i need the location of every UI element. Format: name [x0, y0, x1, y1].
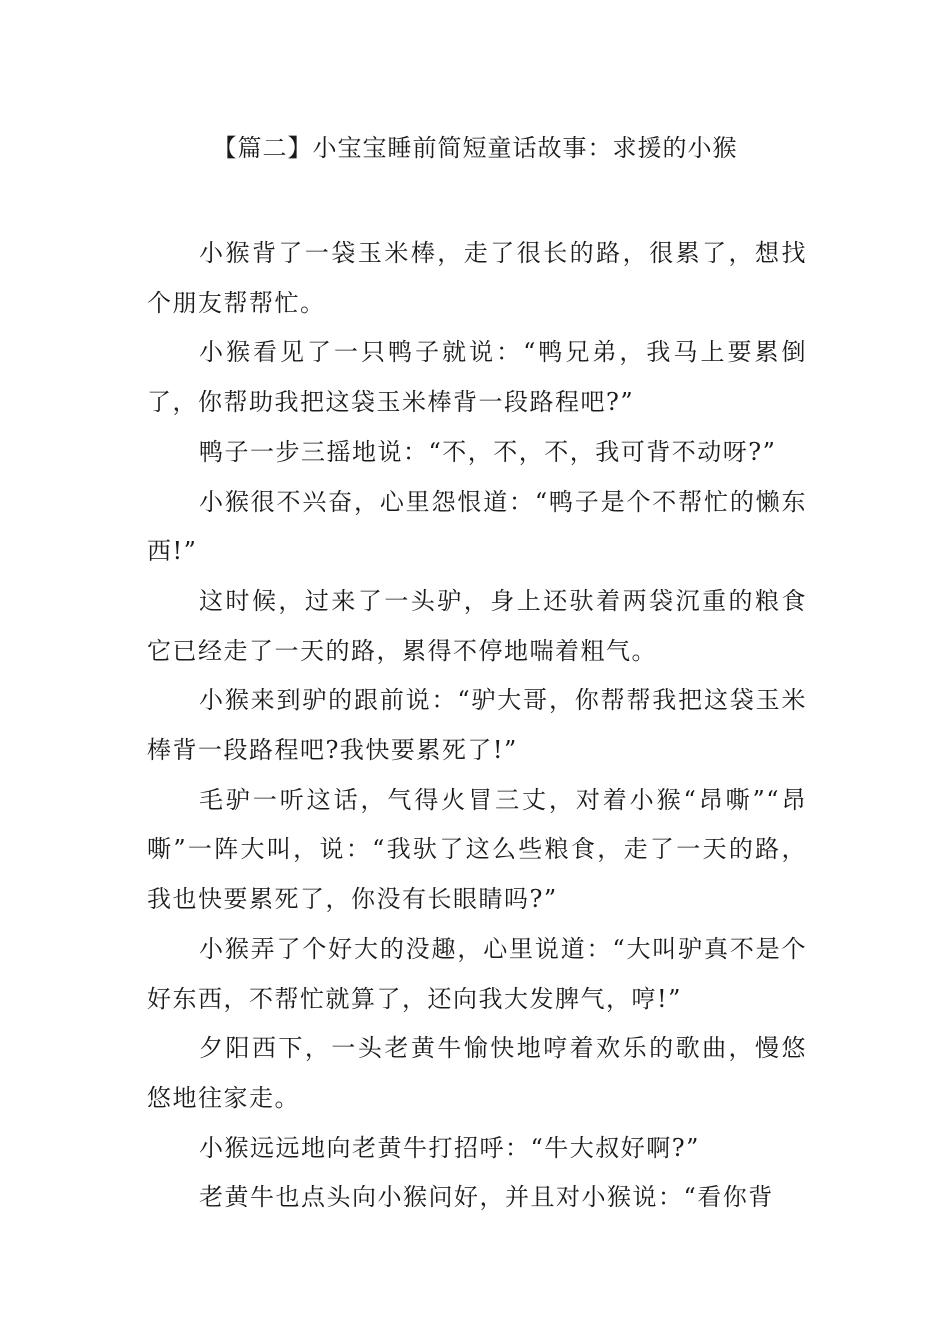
document-title: 【篇二】小宝宝睡前简短童话故事：求援的小猴	[212, 134, 738, 162]
paragraph-1: 小猴背了一袋玉米棒，走了很长的路，很累了，想找个朋友帮帮忙。	[147, 239, 807, 317]
paragraph-8: 小猴弄了个好大的没趣，心里说道：“大叫驴真不是个好东西，不帮忙就算了，还向我大发脾气，哼!”	[147, 934, 807, 1013]
story-body	[147, 229, 807, 1223]
paragraph-5: 这时候，过来了一头驴，身上还驮着两袋沉重的粮食它已经走了一天的路，累得不停地喘着粗气。	[147, 586, 807, 665]
paragraph-4: 小猴很不兴奋，心里怨恨道：“鸭子是个不帮忙的懒东西!”	[147, 487, 807, 566]
paragraph-9: 夕阳西下，一头老黄牛愉快地哼着欢乐的歌曲，慢悠悠地往家走。	[147, 1034, 807, 1112]
paragraph-3: 鸭子一步三摇地说：“不，不，不，我可背不动呀?”	[199, 437, 777, 466]
paragraph-10: 小猴远远地向老黄牛打招呼：“牛大叔好啊?”	[199, 1133, 700, 1162]
paragraph-2: 小猴看见了一只鸭子就说：“鸭兄弟，我马上要累倒了，你帮助我把这袋玉米棒背一段路程吧?”	[147, 338, 807, 417]
paragraph-7: 毛驴一听这话，气得火冒三丈，对着小猴“昂嘶”“昂嘶”一阵大叫，说：“我驮了这么些粮食，走了一天的路，我也快要累死了，你没有长眼睛吗?”	[147, 785, 807, 914]
paragraph-6: 小猴来到驴的跟前说：“驴大哥，你帮帮我把这袋玉米棒背一段路程吧?我快要累死了!”	[147, 686, 807, 765]
paragraph-11: 老黄牛也点头向小猴问好，并且对小猴说：“看你背	[199, 1183, 774, 1212]
